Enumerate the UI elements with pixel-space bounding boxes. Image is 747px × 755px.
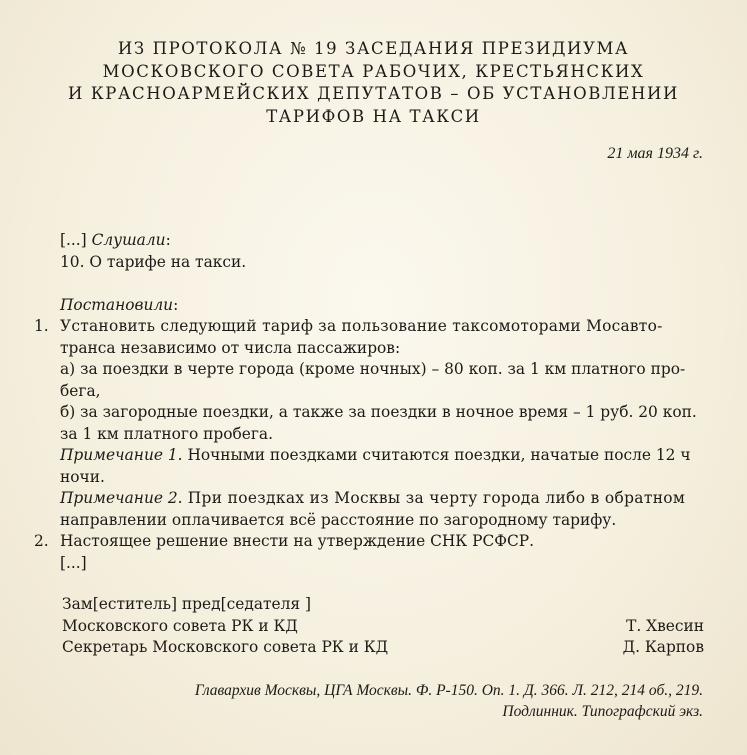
- title-line-2: МОСКОВСКОГО СОВЕТА РАБОЧИХ, КРЕСТЬЯНСКИХ: [102, 61, 645, 81]
- title-line-4: ТАРИФОВ НА ТАКСИ: [266, 106, 481, 126]
- title-line-3: И КРАСНОАРМЕЙСКИХ ДЕПУТАТОВ – ОБ УСТАНОВЛЕНИИ: [68, 84, 679, 103]
- listened-colon: :: [165, 231, 171, 249]
- resolved-colon: :: [173, 295, 179, 314]
- source-line-1: Главархив Москвы, ЦГА Москвы. Ф. Р-150. Оп. 1. Д. 366. Л. 212, 214 об., 219.: [194, 682, 703, 699]
- resolution-2-number: 2.: [34, 532, 49, 550]
- source-line-2: Подлинник. Типографский экз.: [502, 703, 703, 720]
- resolution-1a-line-1: а) за поездки в черте города (кроме ночных) – 80 коп. за 1 км платного про-: [60, 360, 686, 378]
- resolved-label: Постановили: [60, 295, 174, 314]
- deputy-title-row: [62, 594, 704, 616]
- document-body: [34, 230, 704, 574]
- agenda-item-10: 10. О тарифе на такси.: [60, 252, 247, 271]
- resolution-1-line-2: транса независимо от числа пассажиров:: [60, 338, 401, 357]
- deputy-title-line-1: Зам[еститель] пред[седателя ]: [62, 595, 312, 613]
- spacer: [34, 273, 704, 295]
- note-1-text-1: Ночными поездками считаются поездки, начатые после 12 ч: [182, 446, 691, 464]
- note-1-line-2: ночи.: [60, 467, 105, 486]
- note-1-label: Примечание 1.: [60, 446, 183, 464]
- resolution-1-line-1: [34, 316, 704, 338]
- resolution-1a-line-2: бега,: [60, 381, 101, 400]
- resolution-1b-line-1: б) за загородные поездки, а также за поездки в ночное время – 1 руб. 20 коп.: [60, 403, 697, 421]
- resolution-1b-line-2: за 1 км платного пробега.: [60, 424, 273, 443]
- resolution-2-line: [34, 531, 704, 553]
- resolution-2-text: Настоящее решение внести на утверждение СНК РСФСР.: [60, 532, 535, 550]
- resolution-1-number: 1.: [34, 317, 49, 335]
- note-2-label: Примечание 2.: [60, 489, 183, 507]
- deputy-title-line-2: Московского совета РК и КД: [62, 616, 298, 635]
- document-date: 21 мая 1934 г.: [607, 145, 703, 162]
- title-line-1: ИЗ ПРОТОКОЛА № 19 ЗАСЕДАНИЯ ПРЕЗИДИУМА: [117, 39, 630, 58]
- note-2-line-1: [34, 488, 704, 510]
- note-1-line-1: [34, 445, 704, 467]
- secretary-title: Секретарь Московского совета РК и КД: [62, 638, 389, 656]
- archive-source: [195, 680, 703, 722]
- deputy-name: Т. Хвесин: [626, 616, 704, 635]
- closing-ellipsis: [...]: [60, 553, 87, 572]
- signature-block: [62, 594, 704, 659]
- secretary-row: [62, 637, 704, 659]
- deputy-row: [62, 616, 704, 638]
- note-2-line-2: направлении оплачивается всё расстояние по загородному тарифу.: [60, 510, 617, 529]
- document-title: [60, 38, 687, 128]
- listened-line: [34, 230, 704, 252]
- listened-label: Слушали: [91, 231, 166, 249]
- note-2-text-1: При поездках из Москвы за черту города либо в обратном: [182, 489, 686, 507]
- secretary-name: Д. Карпов: [622, 638, 704, 656]
- listened-prefix: [...]: [60, 231, 92, 249]
- resolved-line: [34, 295, 704, 317]
- resolution-1-text-1: Установить следующий тариф за пользование таксомоторами Мосавто-: [60, 317, 663, 335]
